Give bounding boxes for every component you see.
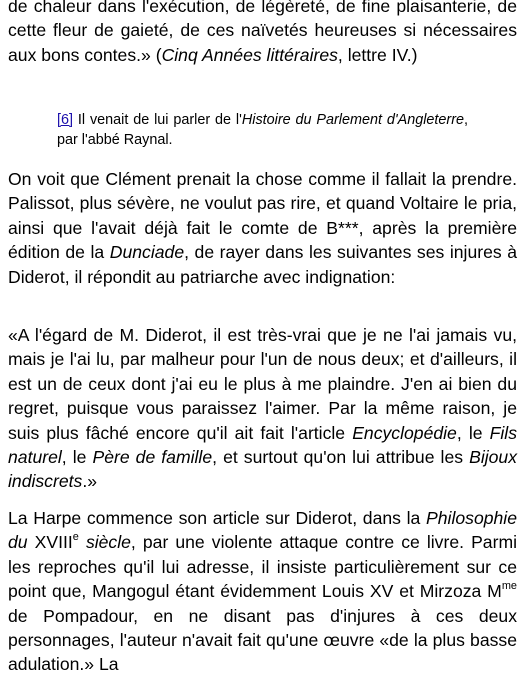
superscript: e <box>72 531 79 544</box>
text: , le <box>61 447 93 468</box>
text <box>79 532 86 552</box>
text: , par l'abbé Raynal. <box>57 112 468 148</box>
text: On voit que Clément prenait la chose comme il fallait la prendre. Palissot, plus sévère, ne voulut pas rire, et quand Voltaire le pria, ainsi que l'avait déjà fait le comte de B***, après la première édition de la <box>8 169 517 263</box>
work-title: Fils naturel <box>8 422 517 468</box>
work-title: Encyclopédie <box>352 422 457 443</box>
text: Il venait de lui parler de l' <box>73 112 242 128</box>
book-title: Dunciade <box>109 242 185 263</box>
text: de Pompadour, en ne disant pas d'injures à ces deux personnages, l'auteur n'avait fait qu'une œuvre «de la plus basse adulation.» La <box>8 605 517 675</box>
text: , de rayer dans les suivantes ses injures à Diderot, il répondit au patriarche avec indignation: <box>8 242 517 287</box>
paragraph-la-harpe <box>8 506 517 677</box>
text: XVIII <box>27 532 73 553</box>
paragraph-intro-quote <box>8 0 517 67</box>
book-title: Histoire du Parlement d'Angleterre <box>241 112 464 128</box>
footnote-link[interactable]: [6] <box>57 112 73 128</box>
work-title: Père de famille <box>92 447 213 468</box>
work-title: Bijoux indiscrets <box>8 447 517 492</box>
book-title: Philosophie du <box>8 508 517 553</box>
text: La Harpe commence son article sur Diderot, dans la <box>8 508 427 528</box>
text: , le <box>456 422 490 443</box>
footnote <box>57 110 468 150</box>
paragraph-clement <box>8 167 517 289</box>
superscript: me <box>501 580 517 593</box>
text: de chaleur dans l'exécution, de légèreté, de fine plaisanterie, de cette fleur de gaieté, de ces naïvetés heureuses si nécessaires aux bons contes.» ( <box>8 0 517 65</box>
text: «A l'égard de M. Diderot, il est très-vrai que je ne l'ai jamais vu, mais je l'ai lu, par malheur pour l'un de nous deux; et d'ailleurs, il est un de ceux dont j'ai eu le plus à me plaindre. J'en ai bien du regret, puisque vous paraissez l'aimer. Par la même raison, je suis plus fâché encore qu'il ait fait l'article <box>8 325 517 443</box>
paragraph-palissot-letter <box>8 323 517 494</box>
book-title: Cinq Années littéraires <box>161 44 338 65</box>
text: , lettre IV.) <box>337 44 418 65</box>
text: , et surtout qu'on lui attribue les <box>212 447 470 468</box>
book-title: siècle <box>85 532 131 553</box>
text: , par une violente attaque contre ce livre. Parmi les reproches qu'il lui adresse, il insiste particulièrement sur ce point que, Mangogul étant évidemment Louis XV et Mirzoza M <box>8 532 518 602</box>
text: .» <box>82 471 97 492</box>
